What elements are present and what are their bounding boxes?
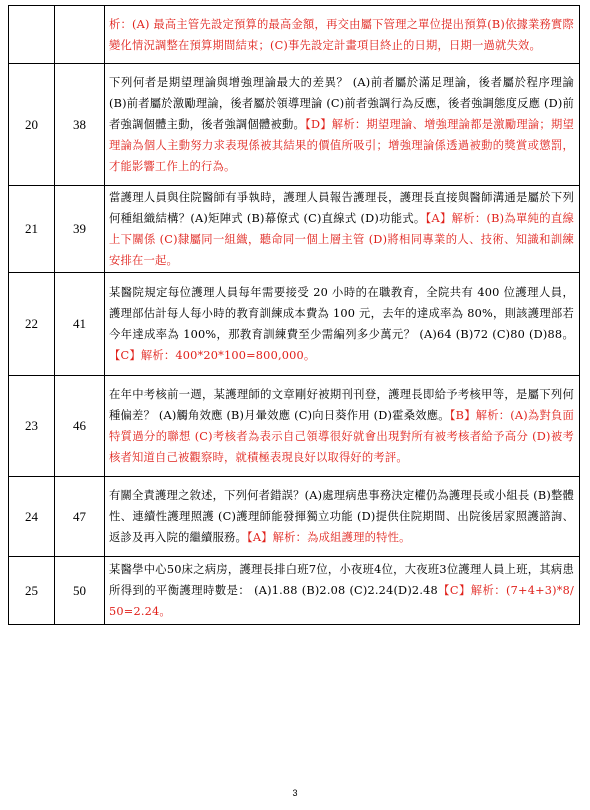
row-number-cell: 23	[9, 376, 55, 477]
question-cell	[105, 186, 580, 273]
question-cell	[105, 6, 580, 64]
answer-explanation: 【A】解析：(B)為單純的直線上下關係 (C)隸屬同一組織，聽命同一個上層主管 (D)將相同專業的人、技術、知識和訓練安排在一起。	[109, 212, 574, 267]
row-number-cell: 21	[9, 186, 55, 273]
table-row	[9, 477, 580, 557]
page-number: 3	[292, 788, 298, 798]
row-number-cell: 25	[9, 557, 55, 625]
question-cell	[105, 376, 580, 477]
question-id-cell: 46	[55, 376, 105, 477]
answer-explanation: 【A】解析：為成組護理的特性。	[246, 531, 411, 544]
answer-explanation: 【C】解析：(7+4+3)*8/50=2.24。	[109, 584, 574, 618]
question-cell	[105, 557, 580, 625]
row-number-cell: 22	[9, 273, 55, 376]
question-cell	[105, 273, 580, 376]
question-text: 某醫院規定每位護理人員每年需要接受 20 小時的在職教育，全院共有 400 位護理人員，護理部估計每人每小時的教育訓練成本費為 100 元，去年的達成率為 80%，則該護理部若今年達成率為 100%，那教育訓練費至少需編列多少萬元？ (A)64 (B)72 (C)80 (D)88。	[109, 286, 574, 341]
question-id-cell: 50	[55, 557, 105, 625]
question-id-cell: 38	[55, 64, 105, 186]
row-number-cell	[9, 6, 55, 64]
table-row	[9, 64, 580, 186]
question-table	[8, 5, 580, 625]
row-number-cell: 20	[9, 64, 55, 186]
question-id-cell	[55, 6, 105, 64]
question-id-cell: 41	[55, 273, 105, 376]
question-text: 某醫學中心50床之病房，護理長排白班7位，小夜班4位，大夜班3位護理人員上班，其病患所得到的平衡護理時數是： (A)1.88 (B)2.08 (C)2.24(D)2.48	[109, 563, 574, 597]
question-text: 有關全責護理之敘述，下列何者錯誤？(A)處理病患事務決定權仍為護理長或小組長 (B)整體性、連續性護理照護 (C)護理師能發揮獨立功能 (D)提供住院期間、出院後居家照護諮詢、返診及再入院的繼續服務。	[109, 489, 574, 544]
question-cell	[105, 64, 580, 186]
question-text: 在年中考核前一週，某護理師的文章剛好被期刊刊登，護理長即給予考核甲等，是屬下列何種偏差？ (A)觸角效應 (B)月暈效應 (C)向日葵作用 (D)霍桑效應。	[109, 388, 574, 422]
question-id-cell: 47	[55, 477, 105, 557]
question-text: 當護理人員與住院醫師有爭執時，護理人員報告護理長，護理長直接與醫師溝通是屬於下列何種組織結構？(A)矩陣式 (B)幕僚式 (C)直線式 (D)功能式。	[109, 191, 574, 225]
question-id-cell: 39	[55, 186, 105, 273]
table-row	[9, 376, 580, 477]
table-row	[9, 273, 580, 376]
answer-explanation: 【C】解析：400*20*100=800,000。	[109, 349, 316, 362]
table-row	[9, 6, 580, 64]
row-number-cell: 24	[9, 477, 55, 557]
answer-explanation: 析：(A) 最高主管先設定預算的最高金額，再交由屬下管理之單位提出預算(B)依據業務實際變化情況調整在預算期間結束；(C)事先設定計畫項目終止的日期，日期一過就失效。	[109, 17, 574, 52]
table-row	[9, 186, 580, 273]
answer-explanation: 【D】解析：期望理論、增強理論都是激勵理論；期望理論為個人主動努力求表現係被其結果的價值所吸引；增強理論係透過被動的獎賞或懲罰，才能影響工作上的行為。	[109, 118, 574, 173]
question-cell	[105, 477, 580, 557]
table-row	[9, 557, 580, 625]
answer-explanation: 【B】解析：(A)為對負面特質過分的聯想 (C)考核者為表示自己領導很好就會出現對所有被考核者給予高分 (D)被考核者知道自己被觀察時，就積極表現良好以取得好的考評。	[109, 409, 574, 464]
question-text: 下列何者是期望理論與增強理論最大的差異？ (A)前者屬於滿足理論，後者屬於程序理論 (B)前者屬於激勵理論，後者屬於領導理論 (C)前者強調行為反應，後者強調態度反應 (D)前者強調個體主動，後者強調個體被動。	[109, 76, 574, 131]
